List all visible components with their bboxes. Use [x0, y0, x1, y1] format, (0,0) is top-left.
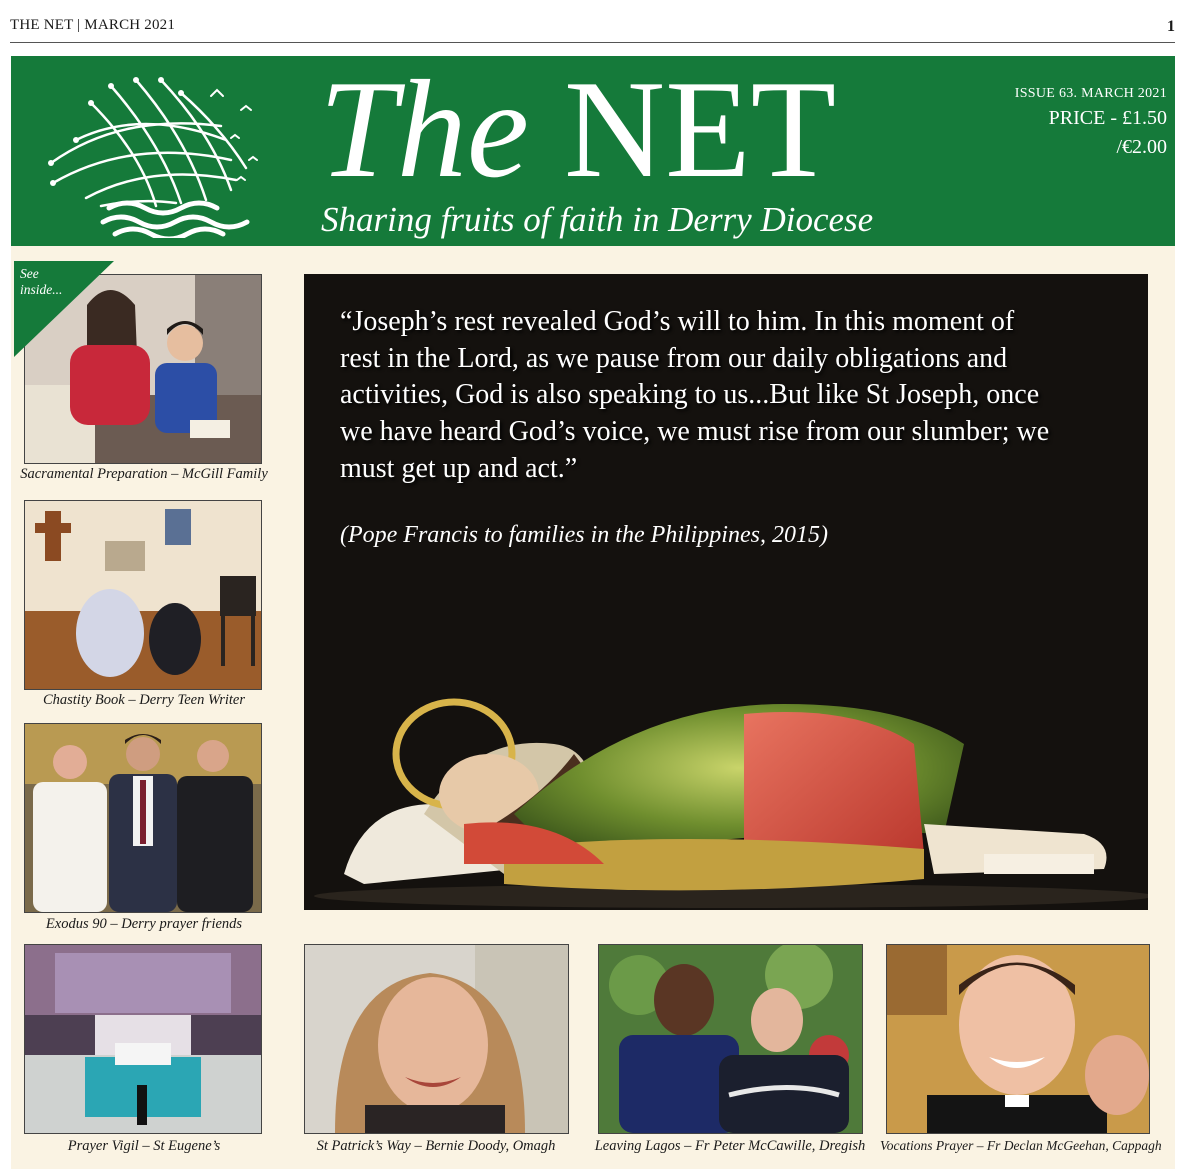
photo-leaving-lagos [598, 944, 863, 1134]
photo-prayer-vigil [24, 944, 262, 1134]
masthead-title [319, 52, 837, 207]
photo-bernie-doody [304, 944, 569, 1134]
photo-vocations-prayer [886, 944, 1150, 1134]
caption-leaving-lagos: Leaving Lagos – Fr Peter McCawille, Dregish [594, 1138, 866, 1154]
issue-info [1015, 86, 1167, 160]
see-inside-label: See inside... [20, 266, 63, 297]
masthead-tagline: Sharing fruits of faith in Derry Diocese [321, 200, 874, 239]
masthead [11, 52, 1175, 246]
price-eur: /€2.00 [1116, 136, 1167, 158]
page-number: 1 [1167, 18, 1175, 35]
caption-mcgill-family: Sacramental Preparation – McGill Family [20, 466, 268, 482]
caption-prayer-vigil: Prayer Vigil – St Eugene’s [67, 1138, 221, 1154]
feature-attribution: (Pope Francis to families in the Philippines, 2015) [340, 522, 828, 548]
issue-number: ISSUE 63. MARCH 2021 [1014, 86, 1167, 101]
masthead-title-net: NET [564, 52, 837, 207]
price-gbp: PRICE - £1.50 [1048, 107, 1167, 129]
caption-vocations-prayer: Vocations Prayer – Fr Declan McGeehan, Cappagh [880, 1138, 1162, 1153]
photo-exodus-90 [24, 723, 262, 913]
running-title: THE NET | MARCH 2021 [10, 17, 176, 33]
caption-chastity-book: Chastity Book – Derry Teen Writer [42, 692, 246, 708]
feature-panel [304, 274, 1148, 910]
running-header [10, 14, 1175, 43]
photo-chastity-book [24, 500, 262, 690]
caption-bernie-doody: St Patrick’s Way – Bernie Doody, Omagh [316, 1138, 556, 1154]
caption-exodus-90: Exodus 90 – Derry prayer friends [45, 916, 243, 932]
masthead-title-the: The [319, 52, 529, 207]
sleeping-st-joseph-statue [304, 674, 1148, 910]
net-logo-icon [31, 68, 266, 238]
feature-quote: “Joseph’s rest revealed God’s will to him. In this moment of rest in the Lord, as we pause from our daily obligations and activities, God is also speaking to us...But like St Joseph, once we have heard God’s voice, we must rise from our slumber; we must get up and act.” [340, 306, 1050, 484]
